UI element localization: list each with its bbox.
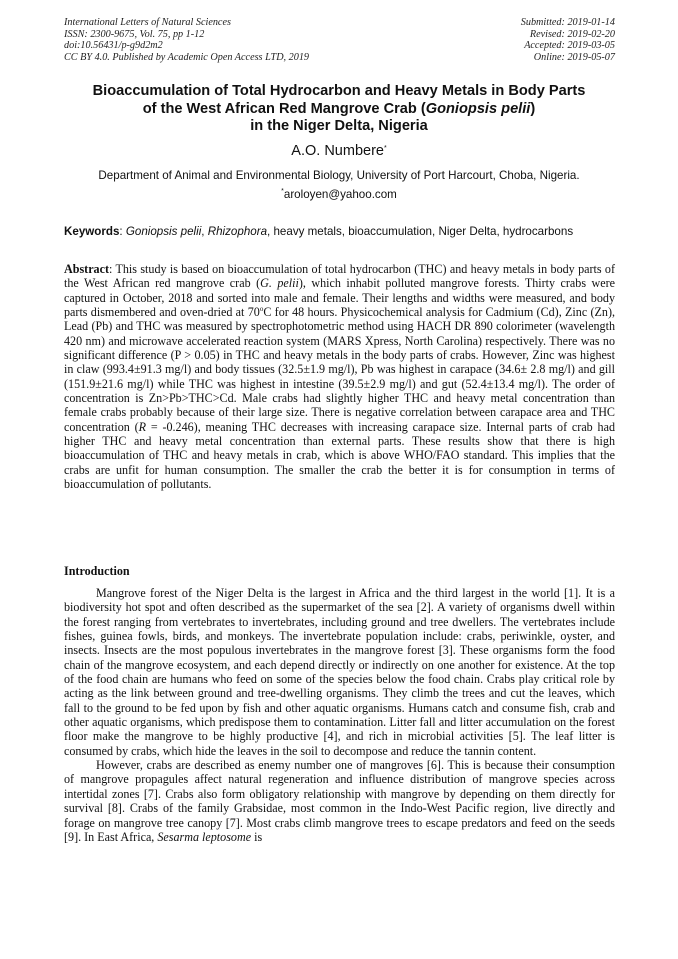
keywords-label: Keywords — [64, 225, 120, 238]
author-name: A.O. Numbere — [291, 143, 384, 159]
title-line-2-pre: of the West African Red Mangrove Crab ( — [142, 100, 426, 117]
intro-paragraph-2 — [64, 758, 615, 844]
journal-issn: ISSN: 2300-9675, Vol. 75, pp 1-12 — [64, 28, 205, 40]
abstract — [64, 262, 615, 492]
abstract-text-3: C for 48 hours. Physicochemical analysis for Cadmium (Cd), Zinc (Zn), Lead (Pb) and THC was measured by spectrophotometric method using HACH DR 890 colorimeter (wavelength 420 nm) and microwave accelerated reaction system (MARS Xpress, North Carolina) respectively. There was no significant difference (P > 0.05) in THC and heavy metals in the body parts of crabs. However, Zinc was highest in claw (993.4±91.3 mg/l) and body tissues (32.5±1.9 mg/l), Pb was highest in carapace (34.6± 2.8 mg/l) and gill (151.9±21.6 mg/l) while THC was highest in intestine (39.5±2.9 mg/l) and gut (52.4±13.4 mg/l). The order of concentration is Zn>Pb>THC>Cd. Male crabs had slightly higher THC and heavy metal concentration than female crabs probably because of their large size. There is negative correlation between carapace area and THC concentration ( — [64, 305, 615, 434]
abstract-label: Abstract — [64, 262, 110, 276]
title-line-1: Bioaccumulation of Total Hydrocarbon and Heavy Metals in Body Parts — [92, 83, 586, 99]
journal-doi: doi:10.56431/p-g9d2m2 — [64, 40, 163, 51]
keywords — [64, 225, 620, 239]
abstract-r: R — [138, 419, 147, 434]
email-mark: * — [281, 188, 284, 195]
author — [0, 143, 678, 159]
intro-p2-tail: is — [251, 829, 263, 844]
keywords-rest: , heavy metals, bioaccumulation, Niger Delta, hydrocarbons — [267, 225, 574, 238]
journal-info — [64, 17, 309, 63]
keywords-comma: , — [201, 225, 208, 238]
intro-p2-species: Sesarma leptosome — [157, 829, 252, 844]
author-mark: * — [383, 145, 387, 152]
introduction-body — [64, 586, 615, 844]
journal-license: CC BY 4.0. Published by Academic Open Access LTD, 2019 — [64, 51, 310, 63]
intro-paragraph-1: Mangrove forest of the Niger Delta is the largest in Africa and the third largest in the world [1]. It is a biodiversity hot spot and often described as the supermarket of the sea [2]. A variety of organisms dwell within the forest ranging from vertebrates to invertebrates, including ground and tree dwellers. The vertebrates include fishes, guinea fowls, birds, and monkeys. The invertebrate population include: crabs, periwinkle, oyster, and insects. Insects are the most populous invertebrates in the mangrove forest [3]. These organisms form the food chain of the mangrove ecosystem, and each depend directly or indirectly on one another for existence. At the top of the food chain are humans who feed on some of the species below the food chain. Crabs play critical role by acting as the link between ground and tree-dwelling organisms. They climb the trees and cut the leaves, which fall to the ground to be fed upon by fish and other aquatic organisms. Humans catch and consume fish, crab and other aquatic organisms, which predispose them to contamination. Litter fall and litter accumulation on the forest floor make the mangrove to be highly productive [4], and rich in microbial activities [5]. The leaf litter is consumed by crabs, which hide the leaves in the soil to decompose and reduce the tannin content. — [64, 586, 615, 758]
abstract-species: G. pelii — [260, 276, 299, 291]
keywords-sep: : — [119, 225, 126, 238]
abstract-text-4: = -0.246), meaning THC decreases with increasing carapace size. Internal parts of crab had higher THC and heavy metal concentration than external parts. These results show that there is high bioaccumulation of THC and heavy metals in crab, which is above WHO/FAO standard. This implies that the crabs are unfit for human consumption. The smaller the crab the better it is for consumption in terms of bioaccumulation of pollutants. — [64, 419, 615, 492]
date-online: Online: 2019-05-07 — [533, 51, 615, 63]
intro-p2-text: However, crabs are described as enemy number one of mangroves [6]. This is because their consumption of mangrove propagules affect natural regeneration and influence distribution of mangrove species across intertidal zones [7]. Crabs also form obligatory relationship with mangrove by depending on them directly for survival [8]. Crabs of the family Grabsidae, most common in the Indo-West Pacific region, live directly and forage on mangrove tree canopy [7]. Most crabs climb mangrove trees to escape predators and feed on the seeds [9]. In East Africa, — [64, 758, 615, 844]
keyword-1: Goniopsis pelii — [125, 225, 202, 238]
email-address[interactable]: aroloyen@yahoo.com — [283, 188, 397, 201]
email — [0, 188, 678, 201]
abstract-degree: o — [259, 305, 264, 314]
keyword-2: Rhizophora — [207, 225, 268, 238]
title-line-2 — [50, 101, 628, 119]
submission-dates — [521, 17, 615, 63]
paper-title — [50, 83, 628, 136]
journal-name: International Letters of Natural Sciences — [64, 17, 231, 28]
abstract-text-2: ), which inhabit polluted mangrove forests. Thirty crabs were captured in October, 2018 and sorted into male and female. Their lengths and widths were measured, and body parts dismembered and oven-dried at 70 — [64, 276, 615, 320]
introduction-heading: Introduction — [64, 564, 130, 578]
abstract-text-1: : This study is based on bioaccumulation of total hydrocarbon (THC) and heavy metals in body parts of the West African red mangrove crab ( — [64, 262, 615, 291]
title-line-3: in the Niger Delta, Nigeria — [250, 118, 428, 134]
date-accepted: Accepted: 2019-03-05 — [524, 40, 615, 51]
date-submitted: Submitted: 2019-01-14 — [520, 17, 615, 28]
title-line-2-post: ) — [530, 100, 536, 117]
title-species: Goniopsis pelii — [425, 100, 531, 117]
date-revised: Revised: 2019-02-20 — [529, 28, 615, 40]
affiliation: Department of Animal and Environmental Biology, University of Port Harcourt, Choba, Nigeria. — [98, 169, 580, 182]
